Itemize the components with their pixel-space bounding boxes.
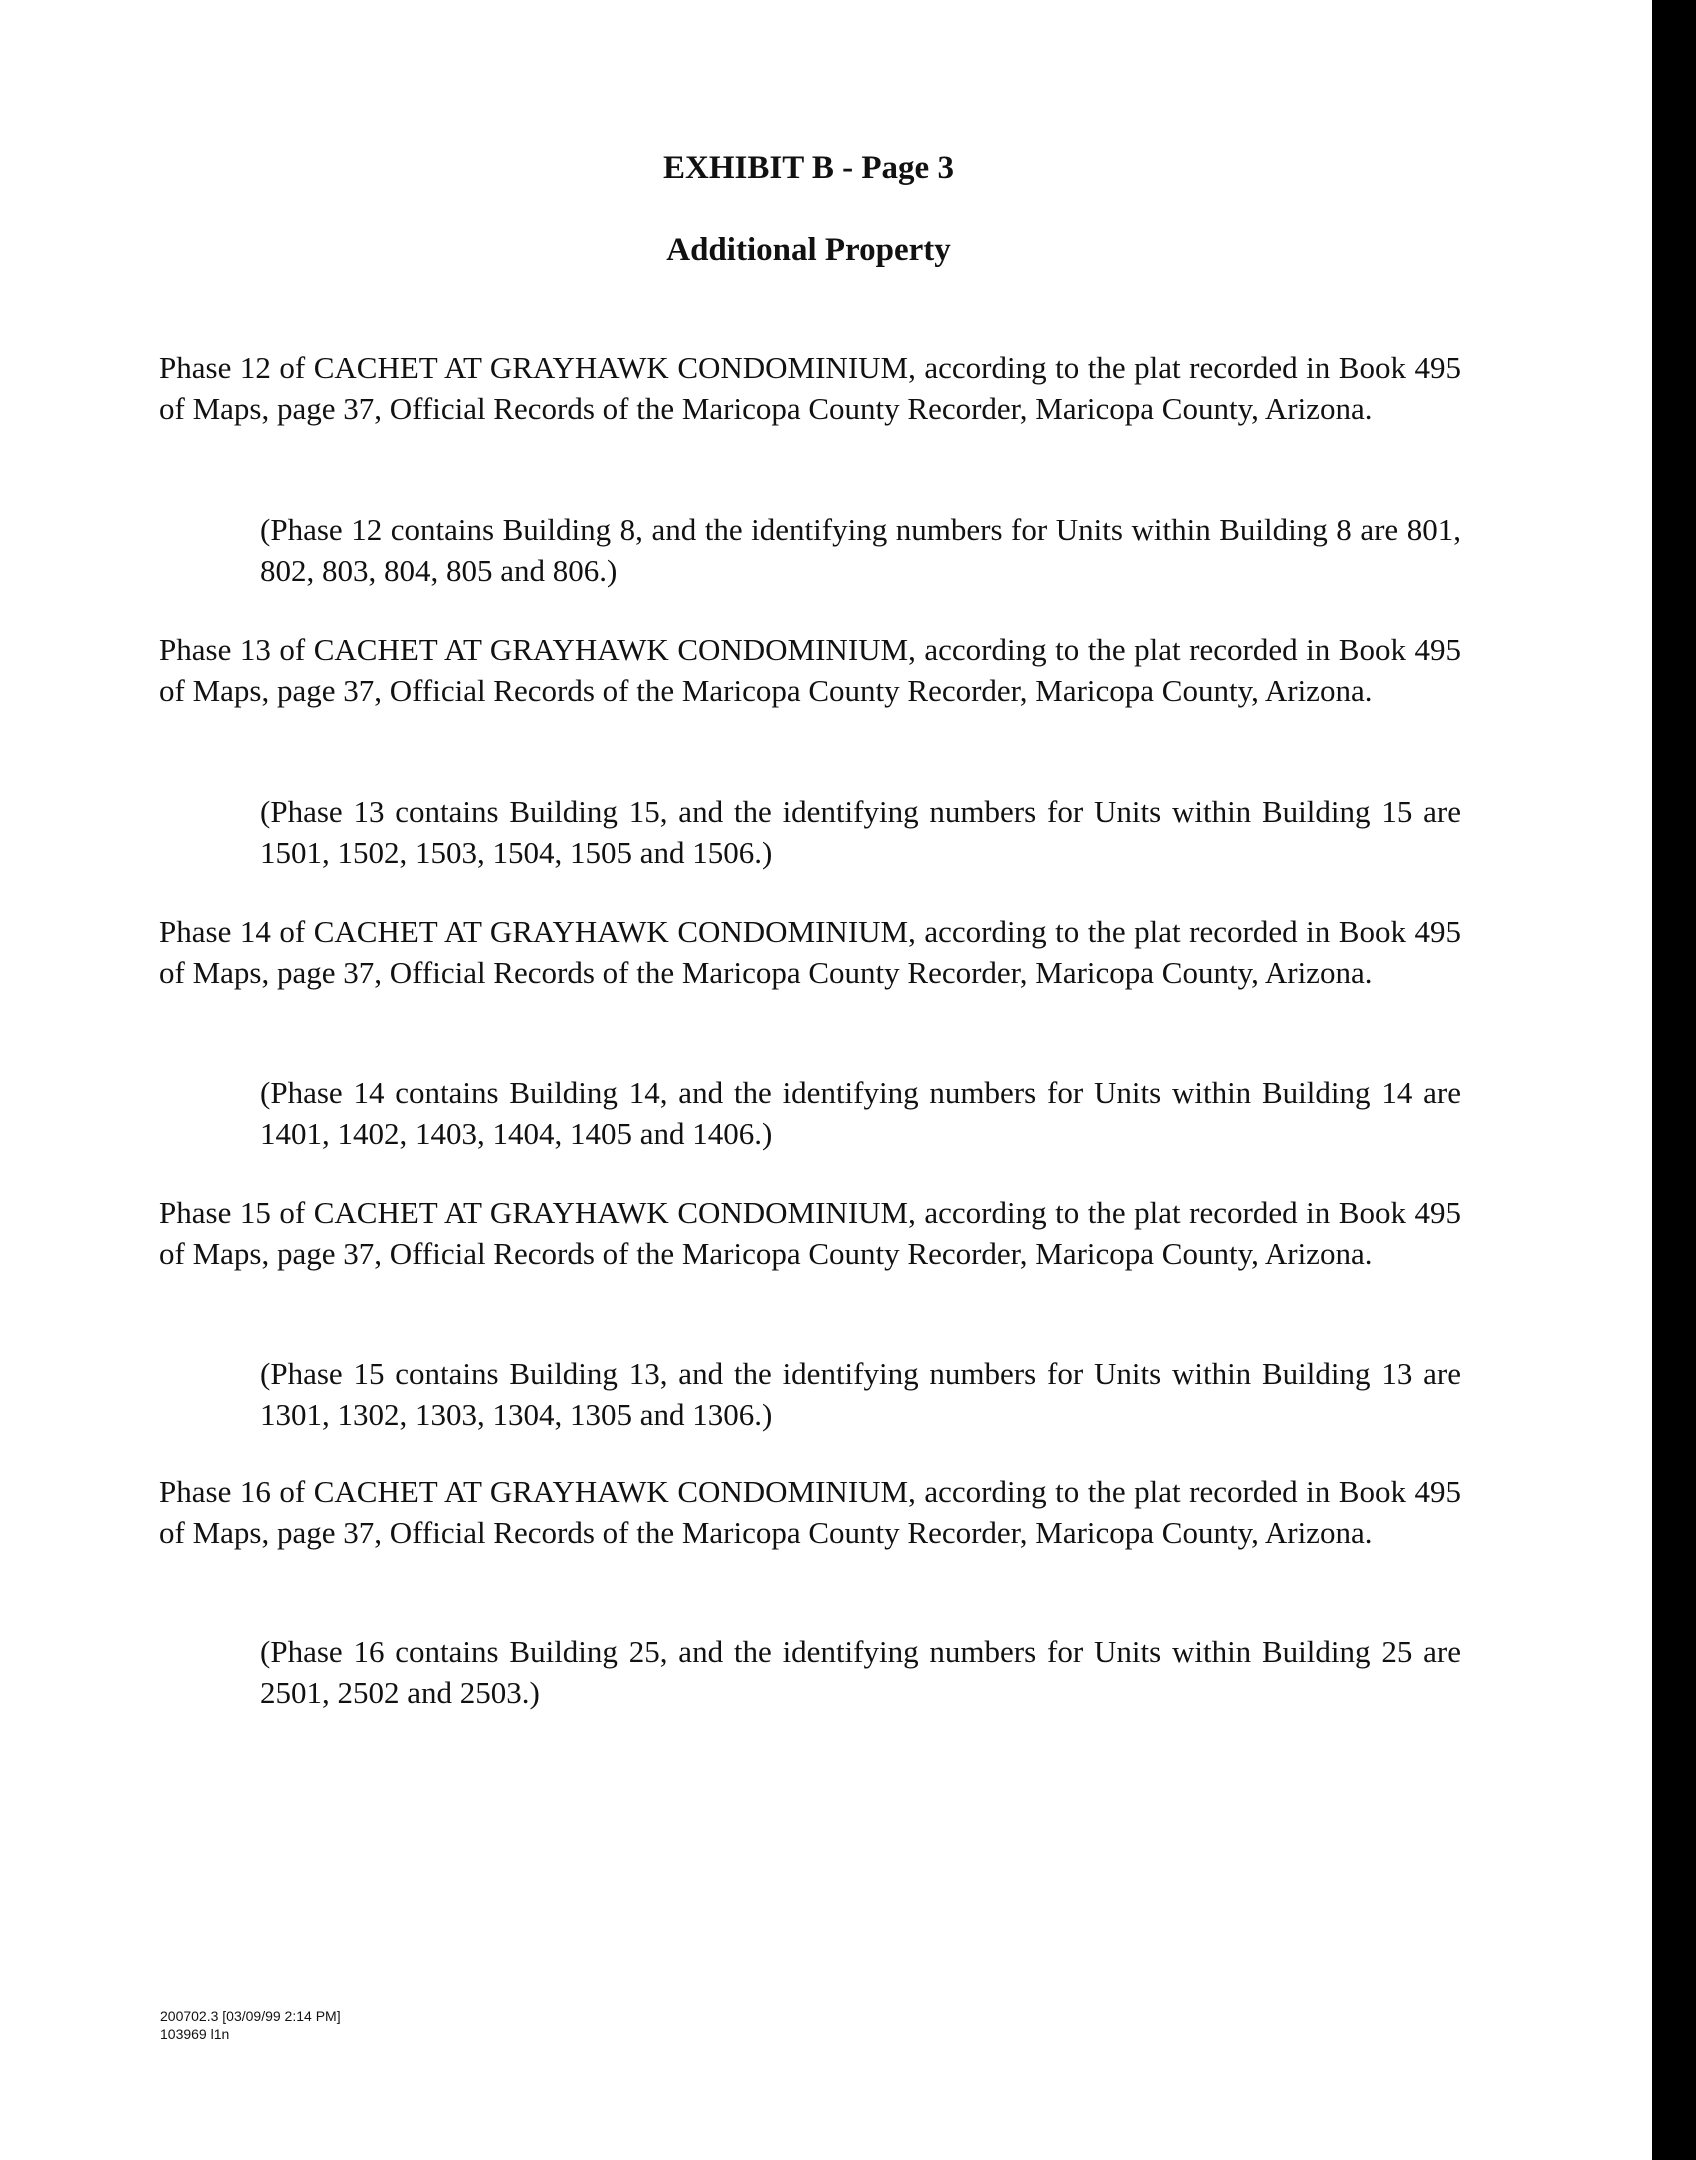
phase-13-description: Phase 13 of CACHET AT GRAYHAWK CONDOMINIUM, according to the plat recorded in Book 495 of Maps, page 37, Official Records of the Maricopa County Recorder, Maricopa County, Arizona. [159,632,1461,708]
phase-12-note: (Phase 12 contains Building 8, and the identifying numbers for Units within Building 8 are 801, 802, 803, 804, 805 and 806.) [260,512,1461,588]
phase-16-description: Phase 16 of CACHET AT GRAYHAWK CONDOMINIUM, according to the plat recorded in Book 495 of Maps, page 37, Official Records of the Maricopa County Recorder, Maricopa County, Arizona. [159,1474,1461,1550]
exhibit-subtitle: Additional Property [666,232,951,268]
phase-16-note: (Phase 16 contains Building 25, and the identifying numbers for Units within Building 25 are 2501, 2502 and 2503.) [260,1634,1461,1710]
phase-15-description: Phase 15 of CACHET AT GRAYHAWK CONDOMINIUM, according to the plat recorded in Book 495 of Maps, page 37, Official Records of the Maricopa County Recorder, Maricopa County, Arizona. [159,1195,1461,1271]
footer-file-number: 103969 l1n [160,2026,230,2042]
exhibit-title: EXHIBIT B - Page 3 [663,150,954,186]
phase-13-note: (Phase 13 contains Building 15, and the identifying numbers for Units within Building 15 are 1501, 1502, 1503, 1504, 1505 and 1506.) [260,794,1461,870]
phase-14-note: (Phase 14 contains Building 14, and the identifying numbers for Units within Building 14 are 1401, 1402, 1403, 1404, 1405 and 1406.) [260,1075,1461,1151]
scan-edge-bar [1652,0,1696,2160]
document-footer [160,2007,341,2043]
phase-15-note: (Phase 15 contains Building 13, and the identifying numbers for Units within Building 13 are 1301, 1302, 1303, 1304, 1305 and 1306.) [260,1356,1461,1432]
phase-14-description: Phase 14 of CACHET AT GRAYHAWK CONDOMINIUM, according to the plat recorded in Book 495 of Maps, page 37, Official Records of the Maricopa County Recorder, Maricopa County, Arizona. [159,914,1461,990]
phase-12-description: Phase 12 of CACHET AT GRAYHAWK CONDOMINIUM, according to the plat recorded in Book 495 of Maps, page 37, Official Records of the Maricopa County Recorder, Maricopa County, Arizona. [159,350,1461,426]
footer-doc-reference: 200702.3 [03/09/99 2:14 PM] [160,2008,341,2024]
